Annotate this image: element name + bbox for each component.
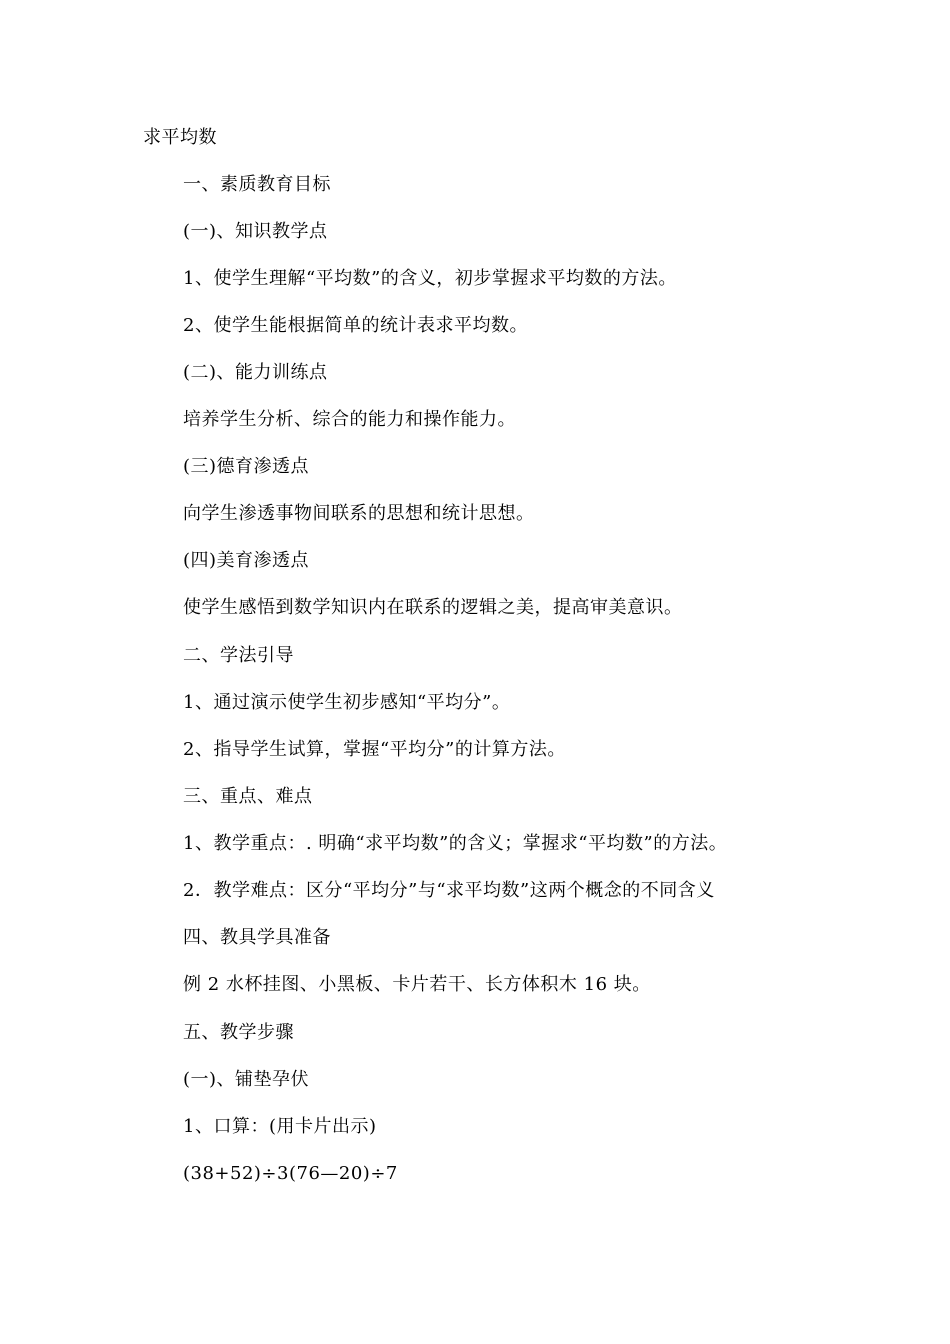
section-heading-key-points: 三、重点、难点	[183, 786, 313, 807]
math-expression-line: (38+52)÷3(76—20)÷7	[183, 1163, 398, 1184]
paragraph-line: 1、使学生理解“平均数”的含义，初步掌握求平均数的方法。	[183, 268, 677, 289]
subheading-knowledge-points: (一)、知识教学点	[183, 221, 328, 242]
section-heading-steps: 五、教学步骤	[183, 1022, 294, 1043]
document-title: 求平均数	[143, 127, 217, 148]
paragraph-line: 使学生感悟到数学知识内在联系的逻辑之美，提高审美意识。	[183, 597, 683, 618]
paragraph-line: 2、指导学生试算，掌握“平均分”的计算方法。	[183, 739, 566, 760]
subheading-ability-training: (二)、能力训练点	[183, 362, 328, 383]
paragraph-line: 2、使学生能根据简单的统计表求平均数。	[183, 315, 528, 336]
paragraph-line: 1、教学重点：. 明确“求平均数”的含义；掌握求“平均数”的方法。	[183, 833, 728, 854]
subheading-preparation: (一)、铺垫孕伏	[183, 1069, 310, 1090]
section-heading-goals: 一、素质教育目标	[183, 174, 331, 195]
subheading-moral-education: (三)德育渗透点	[183, 456, 310, 477]
paragraph-line: 2．教学难点：区分“平均分”与“求平均数”这两个概念的不同含义	[183, 880, 715, 901]
paragraph-line: 培养学生分析、综合的能力和操作能力。	[183, 409, 516, 430]
paragraph-line: 向学生渗透事物间联系的思想和统计思想。	[183, 503, 535, 524]
paragraph-line: 例 2 水杯挂图、小黑板、卡片若干、长方体积木 16 块。	[183, 974, 651, 995]
section-heading-learning-guide: 二、学法引导	[183, 645, 294, 666]
section-heading-materials: 四、教具学具准备	[183, 927, 331, 948]
subheading-aesthetic-education: (四)美育渗透点	[183, 550, 310, 571]
paragraph-line: 1、通过演示使学生初步感知“平均分”。	[183, 692, 511, 713]
paragraph-line: 1、口算：(用卡片出示)	[183, 1116, 377, 1137]
